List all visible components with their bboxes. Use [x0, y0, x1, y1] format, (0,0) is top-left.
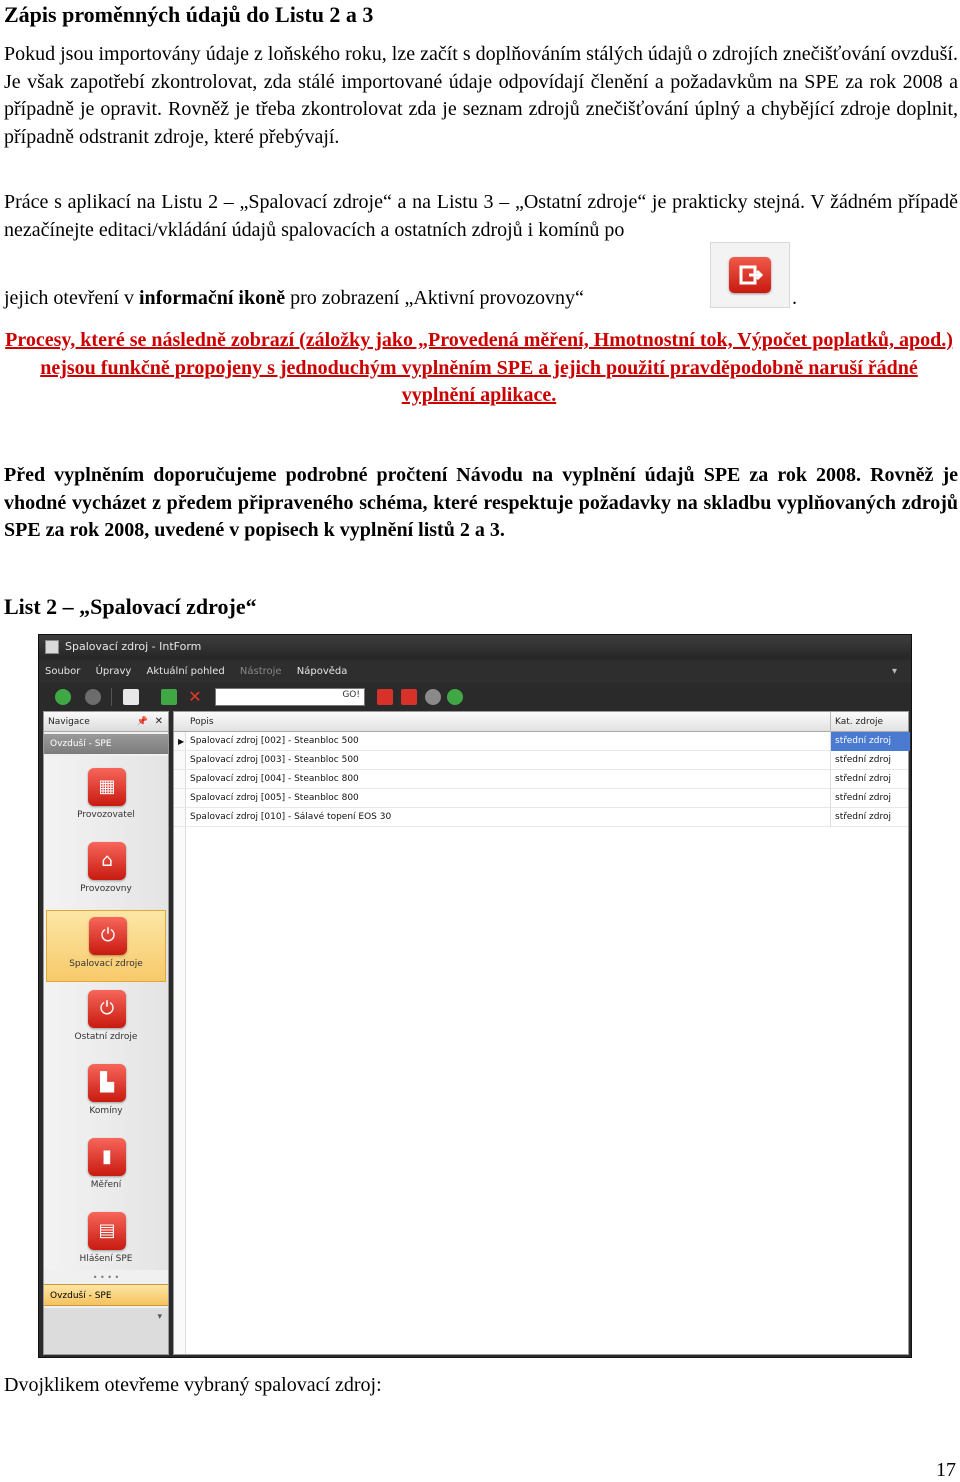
- period: .: [792, 287, 797, 309]
- cell-popis[interactable]: Spalovací zdroj [004] - Steanbloc 800: [190, 774, 359, 784]
- nav-group-bottom-ovzdusi[interactable]: Ovzduší - SPE: [44, 1284, 168, 1306]
- cell-popis[interactable]: Spalovací zdroj [005] - Steanbloc 800: [190, 793, 359, 803]
- apply-icon[interactable]: [447, 689, 463, 705]
- nav-label: Spalovací zdroje: [69, 959, 143, 969]
- bar-chart-icon: ▮: [88, 1138, 126, 1176]
- nav-group-ovzdusi[interactable]: Ovzduší - SPE: [44, 734, 168, 754]
- documents-icon: ▤: [88, 1212, 126, 1250]
- paragraph-sheets-end: [4, 287, 584, 310]
- table-row[interactable]: [174, 732, 908, 751]
- nav-label: Hlášení SPE: [79, 1254, 133, 1264]
- warning-text: Procesy, které se následně zobrazí (záložky jako „Provedená měření, Hmotnostní tok, Výpočet poplatků, apod.) nejsou funkčně propojeny s jednoduchým vyplněním SPE a jejich použití pravděpodobně naruší řádné vyplnění aplikace.: [5, 329, 953, 406]
- table-row[interactable]: [174, 770, 908, 789]
- nav-label: Provozovny: [80, 884, 132, 894]
- nav-label: Provozovatel: [77, 810, 135, 820]
- chimney-icon: ▙: [88, 1064, 126, 1102]
- cell-kat-zdroje[interactable]: střední zdroj: [830, 751, 910, 770]
- menu-aktualni-pohled[interactable]: Aktuální pohled: [146, 666, 225, 677]
- info-icon-image: [710, 242, 790, 308]
- document-title: Zápis proměnných údajů do Listu 2 a 3: [4, 2, 374, 27]
- window-titlebar: [39, 635, 911, 659]
- forward-icon[interactable]: [85, 689, 101, 705]
- menu-nastroje[interactable]: Nástroje: [239, 666, 282, 677]
- table-row[interactable]: [174, 808, 908, 827]
- cell-kat-zdroje[interactable]: střední zdroj: [830, 789, 910, 808]
- factory-icon: ⌂: [88, 842, 126, 880]
- refresh-icon[interactable]: [161, 689, 177, 705]
- app-icon: [45, 640, 59, 654]
- building-icon: ▦: [88, 768, 126, 806]
- nav-items: [44, 756, 168, 1270]
- power-icon: ⏻: [89, 917, 127, 955]
- nav-item-spalovaci-zdroje[interactable]: [46, 910, 166, 982]
- paragraph-sheets: Práce s aplikací na Listu 2 – „Spalovací zdroje“ a na Listu 3 – „Ostatní zdroje“ je prakticky stejná. V žádném případě nezačínejte editaci/vkládání údajů spalovacích a ostatních zdrojů i komínů po: [4, 191, 958, 241]
- paragraph-recommendation: Před vyplněním doporučujeme podrobné pročtení Návodu na vyplnění údajů SPE za rok 2008. Rovněž je vhodné vycházet z předem připraveného schéma, které respektuje požadavky na skladbu vyplňovaných zdrojů SPE za rok 2008, uvedené v popisech k vyplnění listů 2 a 3.: [4, 464, 958, 541]
- screenshot-caption: Dvojklikem otevřeme vybraný spalovací zdroj:: [4, 1374, 382, 1396]
- app-window: [38, 634, 912, 1358]
- toolbar-separator: [111, 688, 112, 706]
- nav-item-hlaseni-spe[interactable]: [46, 1206, 166, 1278]
- menu-upravy[interactable]: Úpravy: [95, 666, 132, 677]
- pin-icon[interactable]: 📌: [136, 717, 148, 727]
- page-number: 17: [936, 1459, 956, 1481]
- new-document-icon[interactable]: [123, 689, 139, 705]
- close-icon[interactable]: ✕: [154, 716, 163, 727]
- nav-item-provozovatel[interactable]: [46, 762, 166, 834]
- menu-bar: [39, 661, 911, 683]
- table-row[interactable]: [174, 789, 908, 808]
- nav-footer: [44, 1308, 168, 1354]
- menu-soubor[interactable]: Soubor: [45, 666, 81, 677]
- nav-label: Komíny: [89, 1106, 123, 1116]
- column-kat-zdroje[interactable]: Kat. zdroje: [830, 712, 910, 732]
- nav-resize-grip[interactable]: • • • •: [92, 1273, 120, 1282]
- text-pre: jejich otevření v: [4, 287, 139, 309]
- nav-item-ostatni-zdroje[interactable]: [46, 984, 166, 1056]
- navigation-title: Navigace: [48, 717, 90, 727]
- menu-chevron-icon[interactable]: ▾: [891, 666, 897, 677]
- nav-item-mereni[interactable]: [46, 1132, 166, 1204]
- window-title: Spalovací zdroj - IntForm: [65, 640, 202, 653]
- cell-popis[interactable]: Spalovací zdroj [003] - Steanbloc 500: [190, 755, 359, 765]
- navigation-panel: [43, 711, 169, 1355]
- save-icon[interactable]: [401, 689, 417, 705]
- power-icon: ⏻: [88, 990, 126, 1028]
- delete-icon[interactable]: ✕: [188, 687, 202, 706]
- cell-kat-zdroje[interactable]: střední zdroj: [830, 732, 910, 751]
- cell-kat-zdroje[interactable]: střední zdroj: [830, 808, 910, 827]
- info-icon[interactable]: [377, 689, 393, 705]
- back-icon[interactable]: [55, 689, 71, 705]
- list-heading: List 2 – „Spalovací zdroje“: [4, 594, 257, 619]
- navigation-header: [44, 712, 168, 732]
- current-row-arrow-icon: ▶: [178, 737, 185, 746]
- nav-label: Měření: [90, 1180, 122, 1190]
- grid-header: [174, 712, 908, 732]
- add-icon[interactable]: [425, 689, 441, 705]
- nav-label: Ostatní zdroje: [74, 1032, 138, 1042]
- table-row[interactable]: [174, 751, 908, 770]
- text-bold-info-icon: informační ikoně: [138, 287, 286, 309]
- text-post: pro zobrazení „Aktivní provozovny“: [285, 287, 584, 309]
- nav-item-provozovny[interactable]: [46, 836, 166, 908]
- search-input[interactable]: [215, 688, 365, 706]
- cell-popis[interactable]: Spalovací zdroj [002] - Steanbloc 500: [190, 736, 359, 746]
- column-popis[interactable]: Popis: [190, 717, 214, 727]
- nav-item-kominy[interactable]: [46, 1058, 166, 1130]
- menu-napoveda[interactable]: Nápověda: [296, 666, 348, 677]
- toolbar: [39, 684, 911, 710]
- cell-popis[interactable]: Spalovací zdroj [010] - Sálavé topení EOS 30: [190, 812, 392, 822]
- sources-grid: [173, 711, 909, 1355]
- chevron-down-icon[interactable]: ▾: [157, 1312, 162, 1322]
- search-go-button[interactable]: GO!: [342, 690, 360, 700]
- exit-icon: [729, 257, 771, 293]
- paragraph-import: Pokud jsou importovány údaje z loňského roku, lze začít s doplňováním stálých údajů o zdrojích znečišťování ovzduší. Je však zapotřebí zkontrolovat, zda stálé importované údaje odpovídají členění a požadavkům na SPE za rok 2008 a případně je opravit. Rovněž je třeba zkontrolovat zda je seznam zdrojů znečišťování úplný a chybějící zdroje doplnit, případně odstranit zdroje, které přebývají.: [4, 43, 958, 148]
- cell-kat-zdroje[interactable]: střední zdroj: [830, 770, 910, 789]
